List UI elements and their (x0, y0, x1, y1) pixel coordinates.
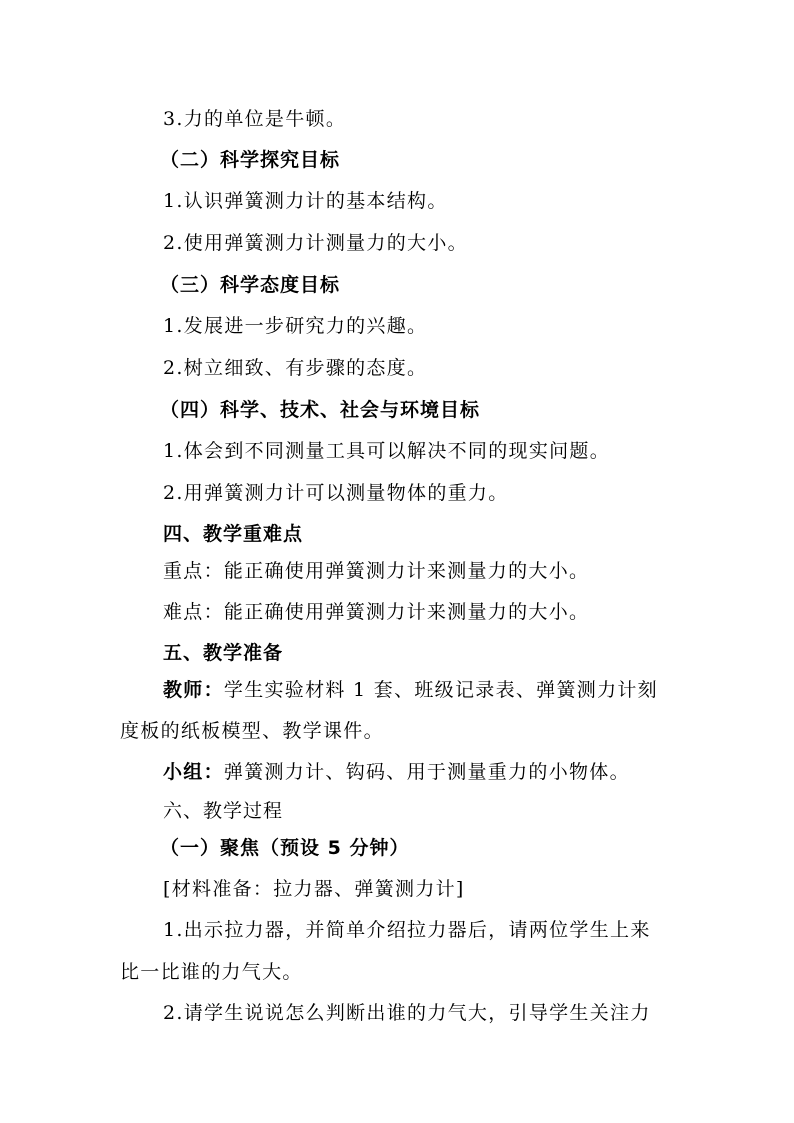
group-materials-text: 弹簧测力计、钩码、用于测量重力的小物体。 (223, 761, 630, 783)
paragraph-force-unit: 3.力的单位是牛顿。 (163, 108, 347, 130)
paragraph-measure-gravity: 2.用弹簧测力计可以测量物体的重力。 (163, 482, 509, 504)
teacher-label: 教师： (163, 679, 224, 701)
heading-teaching-preparation: 五、教学准备 (163, 642, 284, 664)
paragraph-different-tools: 1.体会到不同测量工具可以解决不同的现实问题。 (163, 440, 611, 462)
heading-science-attitude-goals: （三）科学态度目标 (160, 274, 341, 296)
paragraph-group-materials (163, 760, 630, 784)
paragraph-material-preparation: [材料准备：拉力器、弹簧测力计] (163, 878, 465, 900)
paragraph-develop-interest: 1.发展进一步研究力的兴趣。 (163, 315, 428, 337)
heading-teaching-process: 六、教学过程 (163, 800, 284, 822)
teacher-materials-text: 学生实验材料 1 套、班级记录表、弹簧测力计刻 (223, 679, 658, 701)
group-label: 小组： (163, 761, 224, 783)
paragraph-teacher-materials-continued: 度板的纸板模型、教学课件。 (120, 720, 384, 742)
paragraph-show-puller: 1.出示拉力器，并简单介绍拉力器后，请两位学生上来 (163, 919, 651, 941)
heading-science-inquiry-goals: （二）科学探究目标 (160, 149, 341, 171)
paragraph-key-point: 重点：能正确使用弹簧测力计来测量力的大小。 (163, 560, 590, 582)
paragraph-teacher-materials (163, 678, 658, 702)
paragraph-difficult-point: 难点：能正确使用弹簧测力计来测量力的大小。 (163, 601, 590, 623)
paragraph-measure-force: 2.使用弹簧测力计测量力的大小。 (163, 232, 468, 254)
paragraph-judge-strength: 2.请学生说说怎么判断出谁的力气大，引导学生关注力 (163, 1002, 651, 1024)
paragraph-careful-attitude: 2.树立细致、有步骤的态度。 (163, 357, 428, 379)
paragraph-spring-scale-structure: 1.认识弹簧测力计的基本结构。 (163, 190, 448, 212)
heading-key-difficult-points: 四、教学重难点 (163, 523, 304, 545)
heading-focus-section: （一）聚焦（预设 5 分钟） (160, 837, 410, 859)
heading-stse-goals: （四）科学、技术、社会与环境目标 (160, 399, 481, 421)
paragraph-show-puller-continued: 比一比谁的力气大。 (120, 961, 303, 983)
